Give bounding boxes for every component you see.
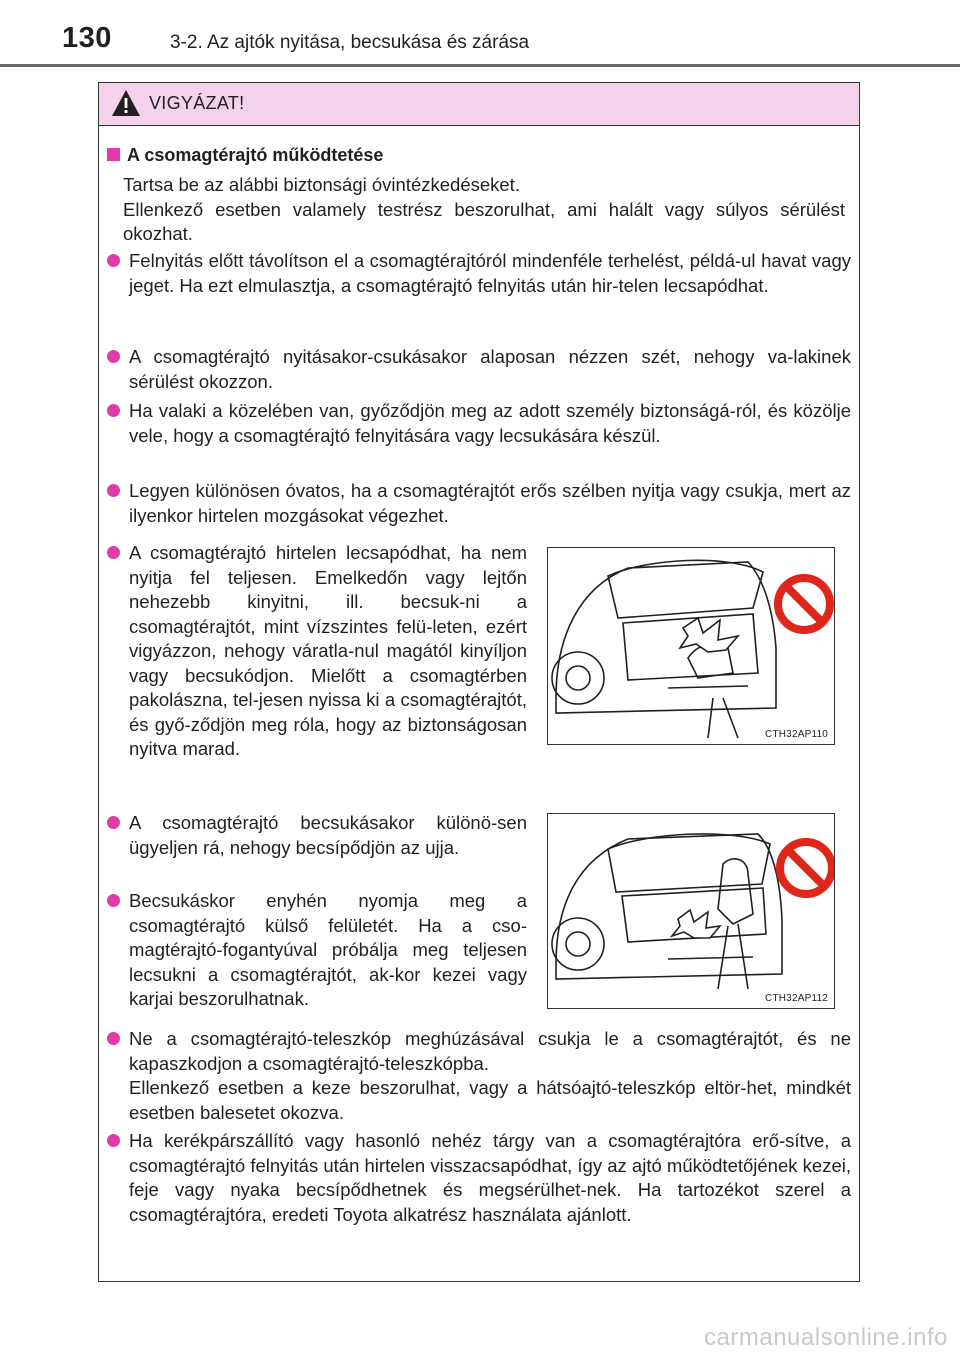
illustration-code: CTH32AP110 (765, 729, 828, 740)
bullet-text: Ha valaki a közelében van, győződjön meg az adott személy biztonságá-ról, és közölje vele, hogy a csomagtérajtó felnyitására vagy lecsukására készül. (129, 400, 851, 446)
bullet-item (107, 399, 851, 448)
section-title: 3-2. Az ajtók nyitása, becsukása és zárása (170, 32, 530, 53)
prohibited-sign-icon (778, 578, 830, 630)
bullet-text: A csomagtérajtó becsukásakor különö-sen ügyeljen rá, nehogy becsípődjön az ujja. (129, 812, 527, 858)
bullet-dot-icon (107, 1134, 120, 1147)
car-tailgate-drawing (548, 548, 834, 744)
bullet-text: A csomagtérajtó nyitásakor-csukásakor alaposan nézzen szét, nehogy va-lakinek sérülést okozzon. (129, 346, 851, 392)
bullet-dot-icon (107, 404, 120, 417)
bullet-item (107, 1027, 851, 1125)
bullet-text: Ha kerékpárszállító vagy hasonló nehéz tárgy van a csomagtérajtóra erő-sítve, a csomagtérajtó felnyitás után hirtelen visszacsapódhat, így az ajtó működtetőjének kezei, feje vagy nyaka becsípődhetnek és megsérülhet-nek. Ha tartozékot szerel a csomagtérajtóra, eredeti Toyota alkatrész használata ajánlott. (129, 1130, 851, 1225)
bullet-dot-icon (107, 894, 120, 907)
subheading-text: A csomagtérajtó működtetése (127, 145, 384, 165)
bullet-item (107, 811, 527, 860)
warning-box (98, 82, 860, 1282)
warning-label: VIGYÁZAT! (149, 93, 245, 113)
bullet-dot-icon (107, 816, 120, 829)
illustration-open-tailgate (547, 547, 835, 745)
bullet-item (107, 249, 851, 298)
header-rule (0, 64, 960, 67)
bullet-dot-icon (107, 254, 120, 267)
car-tailgate-drawing (548, 814, 834, 1008)
bullet-item (107, 479, 851, 528)
bullet-item (107, 345, 851, 394)
watermark: carmanualsonline.info (704, 1324, 948, 1351)
bullet-text: A csomagtérajtó hirtelen lecsapódhat, ha nem nyitja fel teljesen. Emelkedőn vagy lejtőn nehezebb kinyitni, ill. becsuk-ni a csomagtérajtót, mint vízszintes felü-leten, ezért vigyázzon, nehogy váratla-nul magától kinyíljon vagy becsukódjon. Mielőtt a csomagtérben pakolászna, tel-jesen nyissa ki a csomagtérajtót, és győ-ződjön meg róla, hogy az biztonságosan nyitva marad. (129, 542, 527, 759)
bullet-text: Ne a csomagtérajtó-teleszkóp meghúzásával csukja le a csomagtérajtót, és ne kapaszkodjon a csomagtérajtó-teleszkópba. Ellenkező esetben a keze beszorulhat, vagy a hátsóajtó-teleszkóp eltör-het, mindkét esetben balesetet okozva. (129, 1028, 851, 1123)
bullet-text: Legyen különösen óvatos, ha a csomagtérajtót erős szélben nyitja vagy csukja, mert az ilyenkor hirtelen mozgásokat végezhet. (129, 480, 851, 526)
bullet-dot-icon (107, 350, 120, 363)
intro-text: Tartsa be az alábbi biztonsági óvintézkedéseket. Ellenkező esetben valamely testrész beszorulhat, ami halált vagy súlyos sérülést okozhat. (123, 174, 845, 244)
page-header (0, 0, 960, 70)
warning-triangle-icon (111, 89, 141, 117)
warning-header (99, 83, 859, 126)
subheading (107, 145, 383, 166)
bullet-dot-icon (107, 546, 120, 559)
bullet-text: Felnyitás előtt távolítson el a csomagtérajtóról mindenféle terhelést, példá-ul havat vagy jeget. Ha ezt elmulasztja, a csomagtérajtó felnyitás után hir-telen lecsapódhat. (129, 250, 851, 296)
bullet-text: Becsukáskor enyhén nyomja meg a csomagtérajtó külső felületét. Ha a cso-magtérajtó-fogantyúval próbálja meg teljesen lecsukni a csomagtérajtót, ak-kor kezei vagy karjai beszorulhatnak. (129, 890, 527, 1009)
bullet-item (107, 1129, 851, 1227)
page-number: 130 (62, 22, 112, 54)
prohibited-sign-icon (780, 842, 832, 894)
bullet-item (107, 889, 527, 1012)
illustration-closing-tailgate (547, 813, 835, 1009)
bullet-item (107, 541, 527, 762)
bullet-dot-icon (107, 1032, 120, 1045)
square-bullet-icon (107, 148, 120, 161)
bullet-dot-icon (107, 484, 120, 497)
illustration-code: CTH32AP112 (765, 993, 828, 1004)
